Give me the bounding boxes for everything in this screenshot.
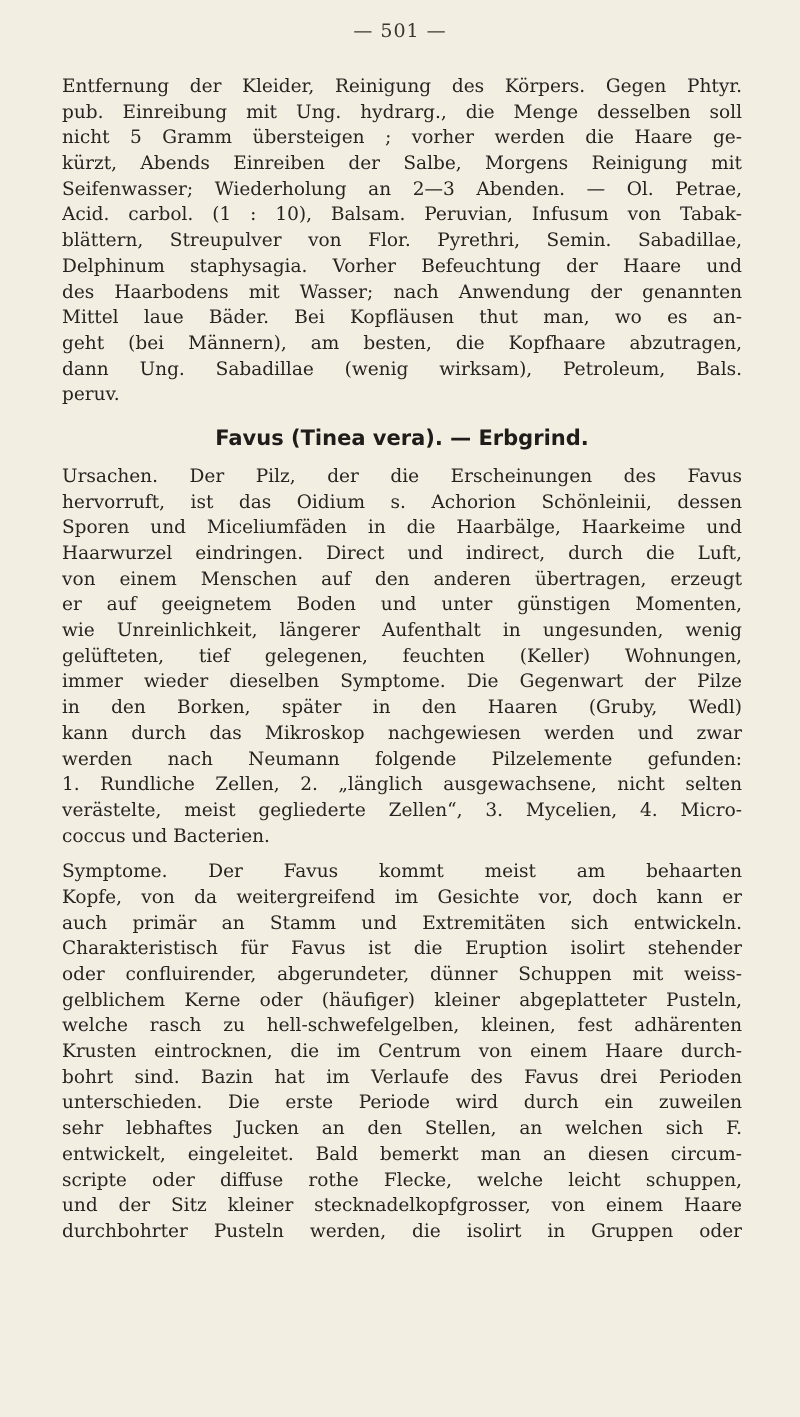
text-line: sehr lebhaftes Jucken an den Stellen, an welchen sich F.: [62, 1118, 742, 1140]
text-line: entwickelt, eingeleitet. Bald bemerkt man an diesen circum-: [62, 1143, 742, 1165]
text-line: pub. Einreibung mit Ung. hydrarg., die Menge desselben soll: [62, 101, 742, 123]
text-line: Haarwurzel eindringen. Direct und indirect, durch die Luft,: [62, 543, 742, 564]
text-line: Delphinum staphysagia. Vorher Befeuchtung der Haare und: [62, 255, 742, 277]
text-line: Sporen und Miceliumfäden in die Haarbälge, Haarkeime und: [62, 517, 742, 539]
text-line: kürzt, Abends Einreiben der Salbe, Morgens Reinigung mit: [62, 153, 742, 175]
text-line: und der Sitz kleiner stecknadelkopfgrosser, von einem Haare: [62, 1195, 742, 1217]
text-line: oder confluirender, abgerundeter, dünner Schuppen mit weiss-: [62, 964, 742, 985]
text-line: gelblichem Kerne oder (häufiger) kleiner abgeplatteter Pusteln,: [62, 989, 742, 1011]
text-line: coccus und Bacterien.: [62, 825, 270, 847]
text-line: Krusten eintrocknen, die im Centrum von einem Haare durch-: [62, 1041, 742, 1063]
text-line: des Haarbodens mit Wasser; nach Anwendung der genannten: [62, 281, 742, 303]
page-number: — 501 —: [353, 20, 447, 42]
text-line: welche rasch zu hell-schwefelgelben, kleinen, fest adhärenten: [62, 1015, 742, 1037]
text-line: Symptome. Der Favus kommt meist am behaarten: [62, 861, 742, 883]
text-line: verästelte, meist gegliederte Zellen“, 3. Mycelien, 4. Micro-: [62, 799, 742, 821]
text-line: werden nach Neumann folgende Pilzelemente gefunden:: [62, 748, 742, 770]
paragraph-gap: [62, 849, 742, 859]
text-line: immer wieder dieselben Symptome. Die Gegenwart der Pilze: [62, 671, 742, 693]
text-line: blättern, Streupulver von Flor. Pyrethri, Semin. Sabadillae,: [62, 230, 742, 252]
text-line: geht (bei Männern), am besten, die Kopfhaare abzutragen,: [62, 332, 742, 354]
text-line: dann Ung. Sabadillae (wenig wirksam), Petroleum, Bals.: [62, 358, 742, 380]
symptome-paragraph: [62, 859, 742, 1244]
text-line: bohrt sind. Bazin hat im Verlaufe des Favus drei Perioden: [62, 1066, 742, 1088]
ursachen-paragraph: [62, 464, 742, 849]
text-line: Entfernung der Kleider, Reinigung des Körpers. Gegen Phtyr.: [62, 76, 742, 97]
text-line: gelüfteten, tief gelegenen, feuchten (Keller) Wohnungen,: [62, 645, 742, 667]
text-line: peruv.: [62, 384, 120, 406]
text-line: auch primär an Stamm und Extremitäten sich entwickeln.: [62, 912, 742, 934]
section-heading: Favus (Tinea vera). — Erbgrind.: [215, 425, 589, 450]
text-line: wie Unreinlichkeit, längerer Aufenthalt in ungesunden, wenig: [62, 620, 742, 642]
text-line: unterschieden. Die erste Periode wird durch ein zuweilen: [62, 1092, 742, 1114]
text-line: in den Borken, später in den Haaren (Gruby, Wedl): [62, 697, 742, 719]
text-line: Charakteristisch für Favus ist die Eruption isolirt stehender: [62, 938, 742, 960]
text-line: Kopfe, von da weitergreifend im Gesichte vor, doch kann er: [62, 886, 742, 908]
text-line: 1. Rundliche Zellen, 2. „länglich ausgewachsene, nicht selten: [62, 774, 742, 796]
intro-paragraph: [62, 74, 742, 408]
text-line: Ursachen. Der Pilz, der die Erscheinungen des Favus: [62, 465, 742, 487]
text-line: er auf geeignetem Boden und unter günstigen Momenten,: [62, 594, 742, 616]
text-line: Seifenwasser; Wiederholung an 2—3 Abenden. — Ol. Petrae,: [62, 178, 742, 200]
text-line: Acid. carbol. (1 : 10), Balsam. Peruvian, Infusum von Tabak-: [62, 204, 742, 226]
text-line: scripte oder diffuse rothe Flecke, welche leicht schuppen,: [62, 1169, 742, 1191]
text-line: kann durch das Mikroskop nachgewiesen werden und zwar: [62, 722, 742, 744]
page-body: [62, 74, 742, 1245]
text-line: Mittel laue Bäder. Bei Kopfläusen thut man, wo es an-: [62, 307, 742, 329]
text-line: nicht 5 Gramm übersteigen ; vorher werden die Haare ge-: [62, 127, 742, 149]
text-line: hervorruft, ist das Oidium s. Achorion Schönleinii, dessen: [62, 491, 742, 513]
text-line: durchbohrter Pusteln werden, die isolirt in Gruppen oder: [62, 1220, 742, 1242]
text-line: von einem Menschen auf den anderen übertragen, erzeugt: [62, 568, 742, 590]
